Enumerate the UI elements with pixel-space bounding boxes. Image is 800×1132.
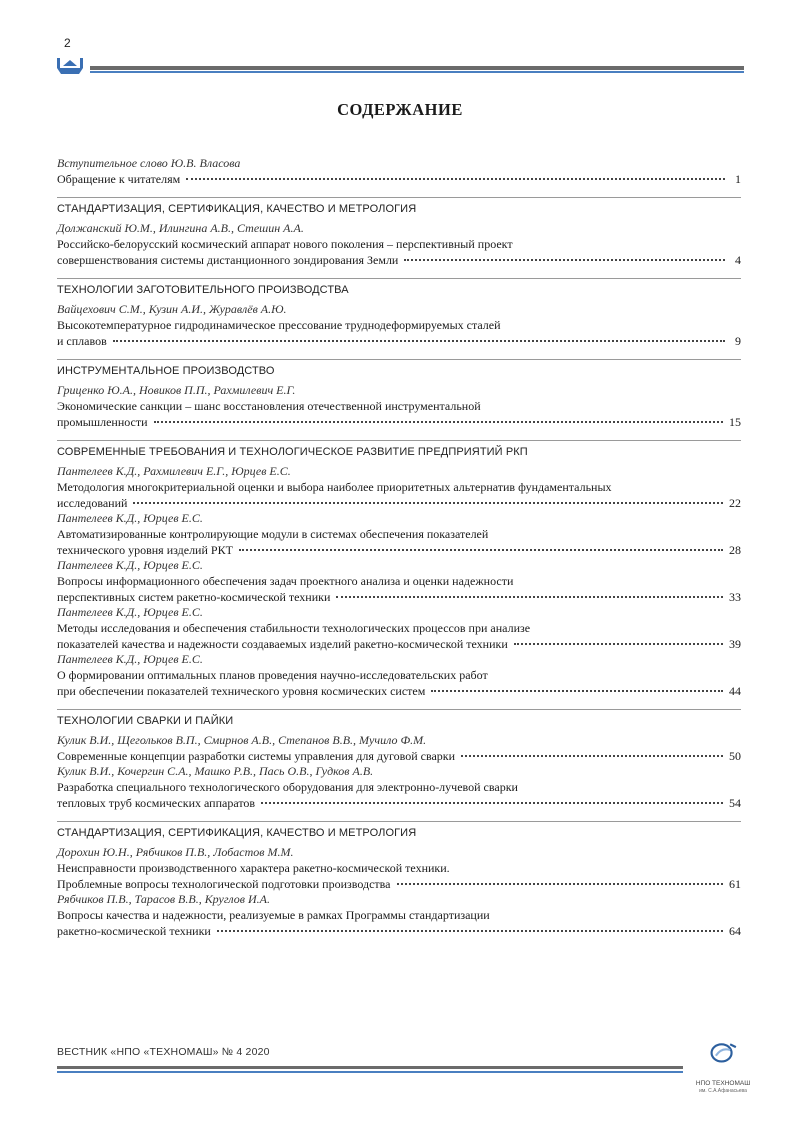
entry-title-line xyxy=(57,876,741,892)
dot-leader xyxy=(336,595,723,598)
entry-title-text: тепловых труб космических аппаратов xyxy=(57,796,256,810)
section-title: СТАНДАРТИЗАЦИЯ, СЕРТИФИКАЦИЯ, КАЧЕСТВО И МЕТРОЛОГИЯ xyxy=(57,203,417,215)
toc-section xyxy=(57,359,741,430)
entry-title-text: при обеспечении показателей технического уровня космических систем xyxy=(57,684,426,698)
page-title: СОДЕРЖАНИЕ xyxy=(337,100,463,119)
entry-title-text: показателей качества и надежности создаваемых изделий ракетно-космической техники xyxy=(57,637,508,651)
entry-title-text: технического уровня изделий РКТ xyxy=(57,543,233,557)
toc-section xyxy=(57,278,741,349)
entry-title-line xyxy=(57,860,741,876)
header-rule xyxy=(90,66,744,70)
journal-name: ВЕСТНИК «НПО «ТЕХНОМАШ» № 4 2020 xyxy=(57,1046,270,1058)
entry-title-line xyxy=(57,923,741,939)
toc-entry[interactable] xyxy=(57,764,741,811)
entry-title-line xyxy=(57,317,741,333)
dot-leader xyxy=(133,501,723,504)
entry-title-line xyxy=(57,542,741,558)
entry-title-line xyxy=(57,171,741,187)
entry-page-number: 9 xyxy=(735,334,741,348)
dot-leader xyxy=(261,801,723,804)
entry-title-line xyxy=(57,573,741,589)
entry-title-text: Современные концепции разработки системы управления для дуговой сварки xyxy=(57,749,456,763)
entry-title-text: Обращение к читателям xyxy=(57,172,181,186)
entry-page-number: 22 xyxy=(729,496,741,510)
entry-page-number: 64 xyxy=(729,924,741,938)
page-number: 2 xyxy=(64,36,71,50)
entry-authors: Должанский Ю.М., Илингина А.В., Стешин А.А. xyxy=(57,221,304,235)
entry-title-line xyxy=(57,907,741,923)
dot-leader xyxy=(217,929,723,932)
footer-rule xyxy=(57,1066,683,1069)
entry-authors: Кулик В.И., Кочергин С.А., Машко Р.В., Пась О.В., Гудков А.В. xyxy=(57,764,374,778)
entry-authors: Гриценко Ю.А., Новиков П.П., Рахмилевич Е.Г. xyxy=(57,383,296,397)
toc-entry[interactable] xyxy=(57,383,741,430)
toc-entry[interactable] xyxy=(57,733,741,764)
entry-authors: Вступительное слово Ю.В. Власова xyxy=(57,156,241,170)
entry-title-line xyxy=(57,479,741,495)
dot-leader xyxy=(461,754,723,757)
entry-authors: Пантелеев К.Д., Рахмилевич Е.Г., Юрцев Е.С. xyxy=(57,464,291,478)
technomash-logo-icon xyxy=(693,1040,753,1080)
section-title: СТАНДАРТИЗАЦИЯ, СЕРТИФИКАЦИЯ, КАЧЕСТВО И МЕТРОЛОГИЯ xyxy=(57,827,417,839)
entry-title-text: исследований xyxy=(57,496,128,510)
entry-title-line xyxy=(57,636,741,652)
entry-page-number: 39 xyxy=(729,637,741,651)
entry-authors: Пантелеев К.Д., Юрцев Е.С. xyxy=(57,558,203,572)
entry-title-text: Проблемные вопросы технологической подготовки производства xyxy=(57,877,391,891)
entry-page-number: 61 xyxy=(729,877,741,891)
entry-authors: Пантелеев К.Д., Юрцев Е.С. xyxy=(57,511,203,525)
entry-page-number: 15 xyxy=(729,415,741,429)
entry-title-text: Разработка специального технологического оборудования для электронно-лучевой сварки xyxy=(57,780,518,794)
entry-title-line xyxy=(57,667,741,683)
entry-title-line xyxy=(57,526,741,542)
toc-entry[interactable] xyxy=(57,845,741,892)
entry-title-text: Высокотемпературное гидродинамическое прессование труднодеформируемых сталей xyxy=(57,318,501,332)
entry-page-number: 44 xyxy=(729,684,741,698)
entry-title-text: промышленности xyxy=(57,415,148,429)
toc-entry[interactable] xyxy=(57,511,741,558)
entry-title-text: Вопросы качества и надежности, реализуемые в рамках Программы стандартизации xyxy=(57,908,490,922)
entry-title-line xyxy=(57,236,741,252)
entry-title-line xyxy=(57,748,741,764)
dot-leader xyxy=(404,258,725,261)
entry-title-text: Экономические санкции – шанс восстановления отечественной инструментальной xyxy=(57,399,481,413)
entry-title-line xyxy=(57,620,741,636)
toc-section xyxy=(57,821,741,939)
toc-entry[interactable] xyxy=(57,302,741,349)
section-title: ТЕХНОЛОГИИ СВАРКИ И ПАЙКИ xyxy=(57,715,234,727)
header-rule-accent xyxy=(90,71,744,73)
table-of-contents xyxy=(57,156,741,939)
footer-rule-accent xyxy=(57,1071,683,1073)
entry-page-number: 54 xyxy=(729,796,741,810)
dot-leader xyxy=(431,689,723,692)
dot-leader xyxy=(397,882,723,885)
toc-entry[interactable] xyxy=(57,221,741,268)
entry-title-line xyxy=(57,683,741,699)
dot-leader xyxy=(186,177,725,180)
toc-entry[interactable] xyxy=(57,464,741,511)
entry-title-line xyxy=(57,495,741,511)
entry-title-text: Автоматизированные контролирующие модули в системах обеспечения показателей xyxy=(57,527,489,541)
entry-title-text: Неисправности производственного характера ракетно-космической техники. xyxy=(57,861,450,875)
entry-title-text: совершенствования системы дистанционного зондирования Земли xyxy=(57,253,399,267)
toc-section xyxy=(57,709,741,811)
entry-authors: Пантелеев К.Д., Юрцев Е.С. xyxy=(57,652,203,666)
entry-page-number: 4 xyxy=(735,253,741,267)
entry-title-text: Российско-белорусский космический аппарат нового поколения – перспективный проект xyxy=(57,237,513,251)
toc-entry[interactable] xyxy=(57,605,741,652)
entry-title-text: Методология многокритериальной оценки и выбора наиболее приоритетных альтернатив фундаментальных xyxy=(57,480,612,494)
entry-authors: Пантелеев К.Д., Юрцев Е.С. xyxy=(57,605,203,619)
entry-page-number: 33 xyxy=(729,590,741,604)
entry-title-text: О формировании оптимальных планов проведения научно-исследовательских работ xyxy=(57,668,488,682)
toc-section xyxy=(57,156,741,187)
entry-authors: Кулик В.И., Щегольков В.П., Смирнов А.В., Степанов В.В., Мучило Ф.М. xyxy=(57,733,427,747)
dot-leader xyxy=(514,642,723,645)
entry-title-line xyxy=(57,333,741,349)
entry-title-text: Методы исследования и обеспечения стабильности технологических процессов при анализе xyxy=(57,621,531,635)
ship-logo-icon xyxy=(57,56,83,74)
entry-title-line xyxy=(57,252,741,268)
toc-section xyxy=(57,440,741,699)
entry-authors: Рябчиков П.В., Тарасов В.В., Круглов И.А. xyxy=(57,892,270,906)
toc-entry[interactable] xyxy=(57,558,741,605)
entry-page-number: 1 xyxy=(735,172,741,186)
dot-leader xyxy=(113,339,725,342)
section-title: ТЕХНОЛОГИИ ЗАГОТОВИТЕЛЬНОГО ПРОИЗВОДСТВА xyxy=(57,284,349,296)
entry-title-text: перспективных систем ракетно-космической техники xyxy=(57,590,331,604)
entry-title-line xyxy=(57,589,741,605)
entry-title-line xyxy=(57,398,741,414)
entry-authors: Вайцехович С.М., Кузин А.И., Журавлёв А.Ю. xyxy=(57,302,287,316)
dot-leader xyxy=(154,420,723,423)
section-title: СОВРЕМЕННЫЕ ТРЕБОВАНИЯ И ТЕХНОЛОГИЧЕСКОЕ РАЗВИТИЕ ПРЕДПРИЯТИЙ РКП xyxy=(57,446,528,458)
entry-title-text: и сплавов xyxy=(57,334,107,348)
entry-title-text: Вопросы информационного обеспечения задач проектного анализа и оценки надежности xyxy=(57,574,514,588)
entry-title-text: ракетно-космической техники xyxy=(57,924,211,938)
entry-page-number: 50 xyxy=(729,749,741,763)
dot-leader xyxy=(239,548,723,551)
entry-title-line xyxy=(57,414,741,430)
toc-entry[interactable] xyxy=(57,652,741,699)
entry-authors: Дорохин Ю.Н., Рябчиков П.В., Лобастов М.М. xyxy=(57,845,294,859)
toc-section xyxy=(57,197,741,268)
toc-entry[interactable] xyxy=(57,156,741,187)
logo-subtitle: им. С.А.Афанасьева xyxy=(699,1088,747,1094)
entry-title-line xyxy=(57,779,741,795)
entry-title-line xyxy=(57,795,741,811)
entry-page-number: 28 xyxy=(729,543,741,557)
toc-entry[interactable] xyxy=(57,892,741,939)
section-title: ИНСТРУМЕНТАЛЬНОЕ ПРОИЗВОДСТВО xyxy=(57,365,275,377)
logo-name: НПО ТЕХНОМАШ xyxy=(695,1080,751,1087)
